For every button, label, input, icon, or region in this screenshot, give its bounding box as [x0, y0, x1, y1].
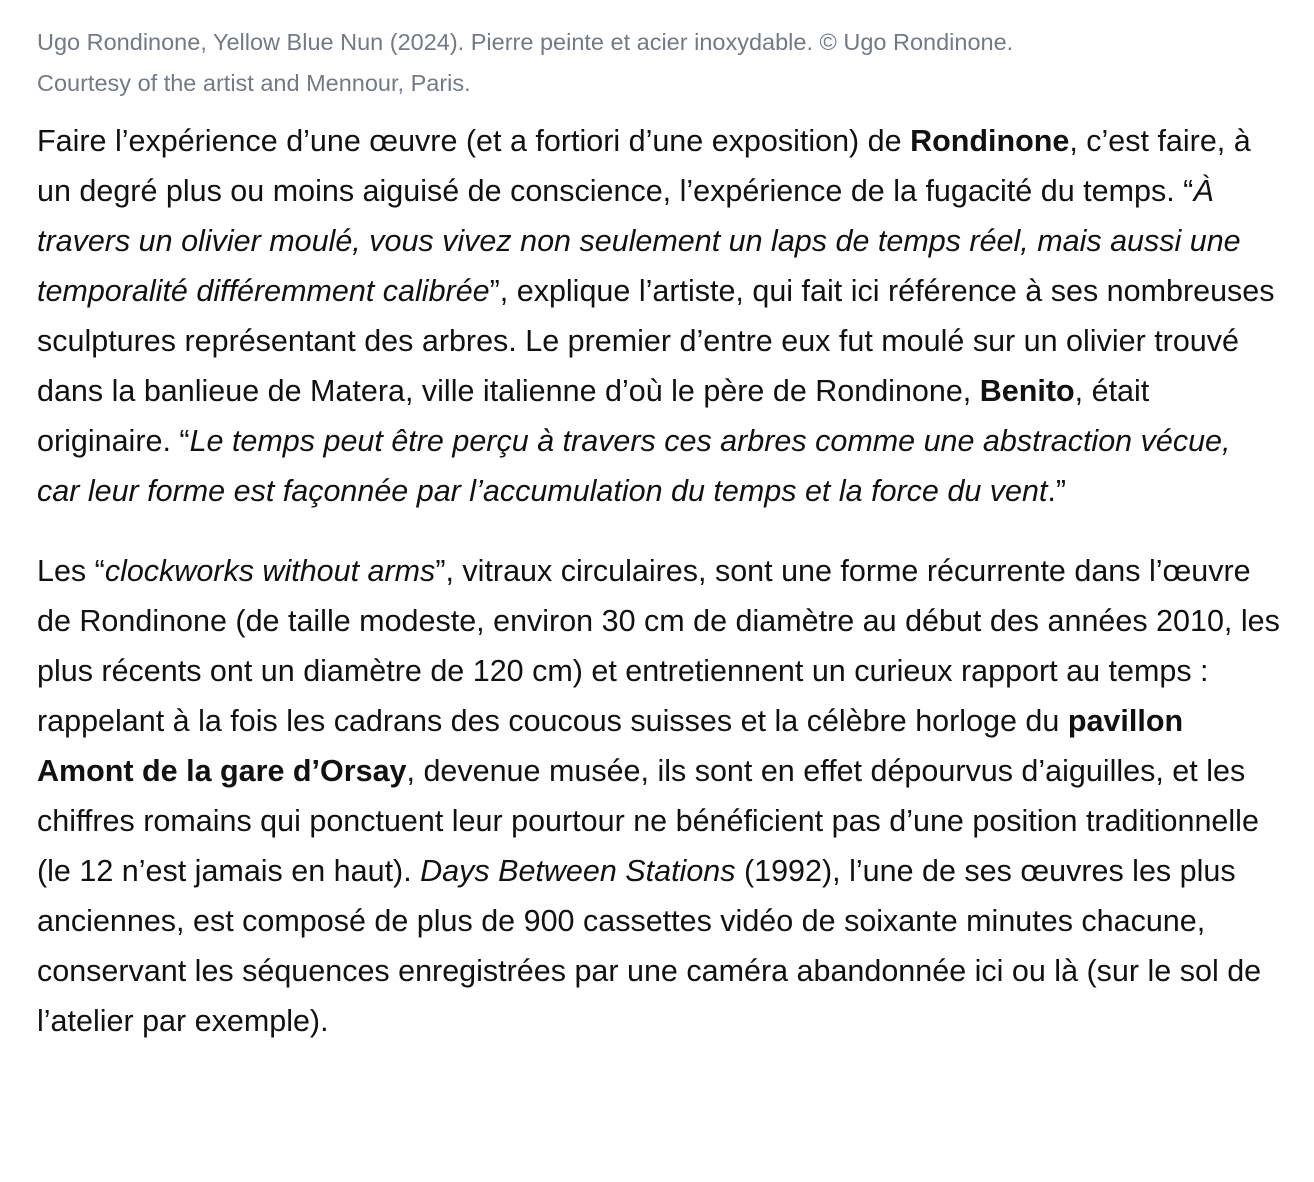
orsay-pavilion-bold: pavillon Amont de la gare d’Orsay — [37, 704, 1184, 788]
paragraph-2-text: Les “ — [37, 554, 105, 588]
artist-name-bold: Rondinone — [910, 124, 1070, 158]
image-caption — [37, 22, 1281, 104]
paragraph-1-text: , était originaire. “ — [37, 374, 1150, 458]
paragraph-1-text: Faire l’expérience d’une œuvre (et a fortiori d’une exposition) de — [37, 124, 911, 158]
paragraph-2-text: , devenue musée, ils sont en effet dépourvus d’aiguilles, et les chiffres romains qui ponctuent leur pourtour ne bénéficient pas d’une position traditionnelle (le 12 n’est jamais en haut). — [37, 754, 1259, 888]
article-body — [37, 22, 1281, 1046]
paragraph-1-text: ”, explique l’artiste, qui fait ici référence à ses nombreuses sculptures représentant des arbres. Le premier d’entre eux fut moulé sur un olivier trouvé dans la banlieue de Matera, ville italienne d’où le père de Rondinone, — [37, 274, 1275, 408]
paragraph-2-text: ”, vitraux circulaires, sont une forme récurrente dans l’œuvre de Rondinone (de taille modeste, environ 30 cm de diamètre au début des années 2010, les plus récents ont un diamètre de 120 cm) et entretiennent un curieux rapport au temps : rappelant à la fois les cadrans des coucous suisses et la célèbre horloge du — [37, 554, 1280, 738]
father-name-bold: Benito — [979, 374, 1075, 408]
paragraph-1 — [37, 116, 1281, 516]
paragraph-2-text: (1992), l’une de ses œuvres les plus anciennes, est composé de plus de 900 cassettes vidéo de soixante minutes chacune, conservant les séquences enregistrées par une caméra abandonnée ici ou là (sur le sol de l’atelier par exemple). — [37, 854, 1262, 1038]
paragraph-2 — [37, 546, 1281, 1046]
clockworks-title: clockworks without arms — [104, 554, 436, 588]
work-title-days-between-stations: Days Between Stations — [420, 854, 736, 888]
caption-line-1: Ugo Rondinone, Yellow Blue Nun (2024). Pierre peinte et acier inoxydable. © Ugo Rondinone. — [37, 29, 1014, 55]
paragraph-1-text: .” — [1047, 474, 1067, 508]
paragraph-1-text: , c’est faire, à un degré plus ou moins aiguisé de conscience, l’expérience de la fugacité du temps. “ — [37, 124, 1251, 208]
artist-quote-2: Le temps peut être perçu à travers ces arbres comme une abstraction vécue, car leur forme est façonnée par l’accumulation du temps et la force du vent — [37, 424, 1231, 508]
artist-quote-1: À travers un olivier moulé, vous vivez non seulement un laps de temps réel, mais aussi une temporalité différemment calibrée — [37, 174, 1241, 308]
caption-line-2: Courtesy of the artist and Mennour, Paris. — [37, 70, 471, 96]
